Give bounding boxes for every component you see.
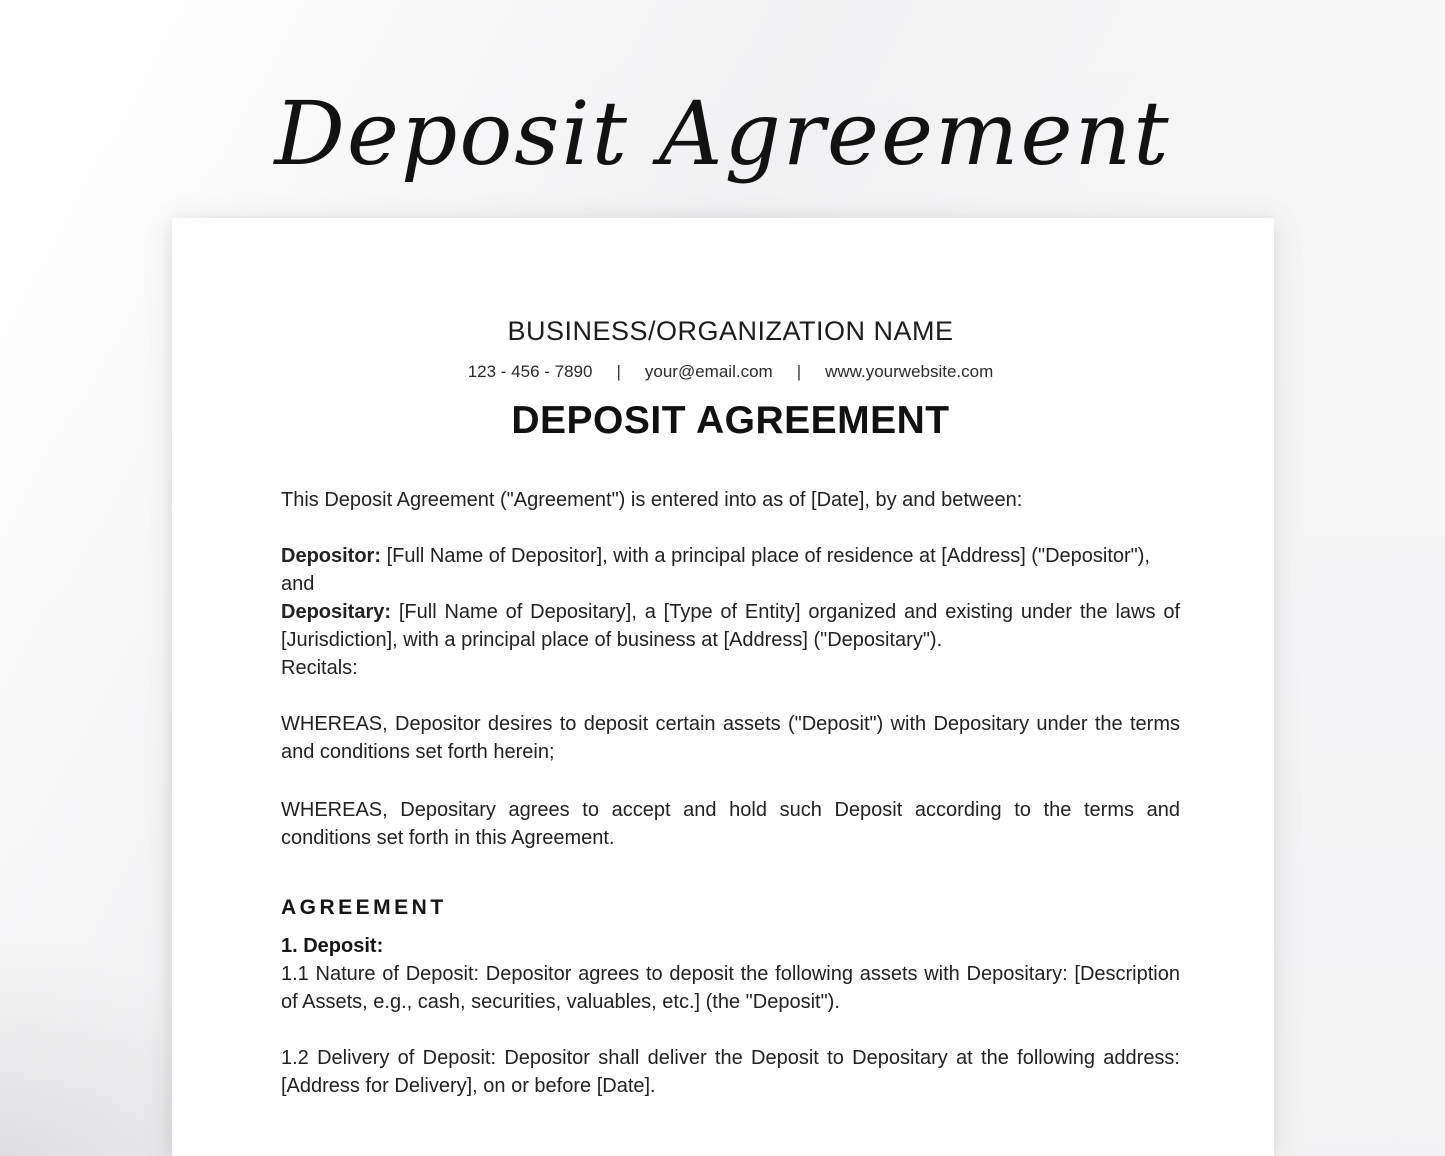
contact-line xyxy=(281,362,1180,382)
depositary-text: [Full Name of Depositary], a [Type of Entity] organized and existing under the laws of [Jurisdiction], with a principal place of business at [Address] ("Depositary"). xyxy=(281,601,1181,651)
agreement-heading: AGREEMENT xyxy=(281,896,447,919)
contact-website: www.yourwebsite.com xyxy=(825,362,994,381)
document-page xyxy=(172,218,1274,1156)
clause-1-1: 1.1 Nature of Deposit: Depositor agrees to deposit the following assets with Depositary: [Description of Assets, e.g., cash, securities, valuables, etc.] (the "Deposit"). xyxy=(281,963,1180,1013)
contact-phone: 123 - 456 - 7890 xyxy=(467,362,593,381)
contact-separator: | xyxy=(616,362,621,381)
depositary-paragraph xyxy=(281,598,1180,654)
organization-name: BUSINESS/ORGANIZATION NAME xyxy=(507,316,954,346)
depositary-label: Depositary: xyxy=(281,601,392,623)
conjunction-line: and xyxy=(281,573,315,595)
intro-paragraph: This Deposit Agreement ("Agreement") is entered into as of [Date], by and between: xyxy=(281,489,1023,511)
section-1-heading: 1. Deposit: xyxy=(281,935,384,957)
depositor-paragraph xyxy=(281,542,1180,570)
whereas-paragraph-1: WHEREAS, Depositor desires to deposit certain assets ("Deposit") with Depositary under the terms and conditions set forth herein; xyxy=(281,713,1180,763)
contact-separator: | xyxy=(796,362,802,381)
recitals-label: Recitals: xyxy=(281,657,358,679)
depositor-label: Depositor: xyxy=(281,545,381,567)
document-body xyxy=(281,486,1180,1100)
contact-email: your@email.com xyxy=(644,362,773,381)
document-title: DEPOSIT AGREEMENT xyxy=(511,399,950,442)
parties-block xyxy=(281,542,1180,682)
whereas-paragraph-2: WHEREAS, Depositary agrees to accept and hold such Deposit according to the terms and conditions set forth in this Agreement. xyxy=(281,799,1180,849)
clause-1-2: 1.2 Delivery of Deposit: Depositor shall deliver the Deposit to Depositary at the following address: [Address for Delivery], on or before [Date]. xyxy=(281,1047,1180,1097)
hero-title: Deposit Agreement xyxy=(274,82,1171,185)
depositor-text: [Full Name of Depositor], with a principal place of residence at [Address] ("Depositor"), xyxy=(386,545,1150,567)
